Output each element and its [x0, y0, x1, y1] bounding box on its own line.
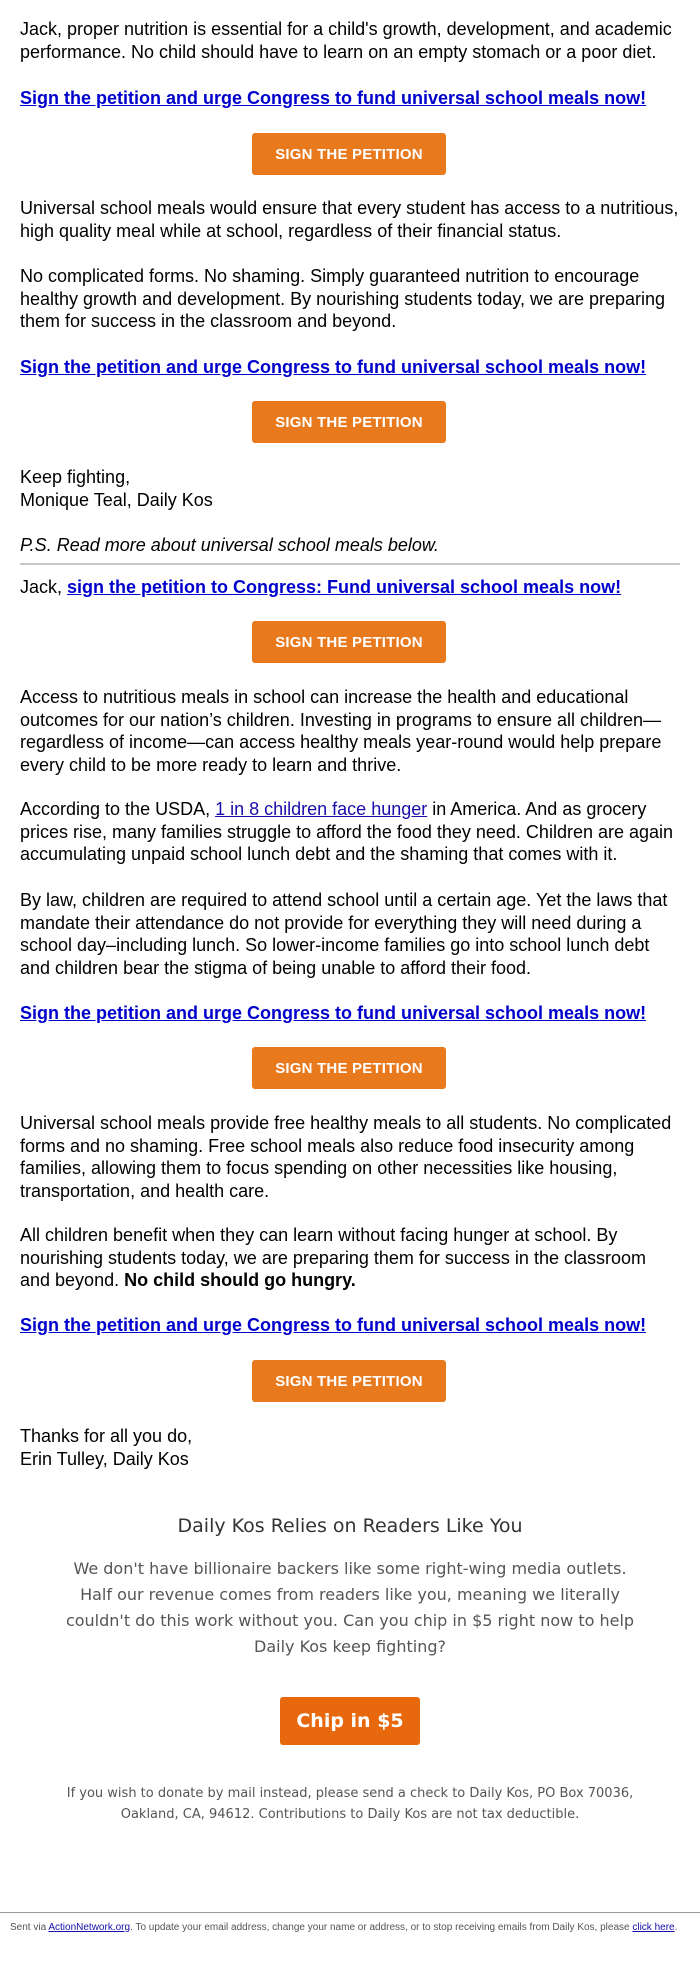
chip-in-button[interactable]: Chip in $5 — [280, 1697, 420, 1745]
donate-body: We don't have billionaire backers like some right-wing media outlets. Half our revenue comes from readers like you, meaning we literally couldn't do this work without you. Can you chip in $5 right now to help Daily Kos keep fighting? — [65, 1559, 635, 1656]
mail-donation-note: If you wish to donate by mail instead, please send a check to Daily Kos, PO Box 70036, Oakland, CA, 94612. Contributions to Daily Kos are not tax deductible. — [66, 1786, 634, 1822]
ps-text: P.S. Read more about universal school meals below. — [20, 535, 439, 555]
no-forms-paragraph: No complicated forms. No shaming. Simply guaranteed nutrition to encourage healthy growth and development. By nourishing students today, we are preparing them for success in the classroom and beyond. — [20, 266, 666, 331]
section-divider — [20, 563, 680, 565]
footer-note — [10, 1920, 690, 1935]
cta-paragraph-1 — [20, 87, 680, 110]
sign-petition-button-1[interactable]: SIGN THE PETITION — [252, 133, 446, 175]
second-greeting-prefix: Jack, — [20, 577, 68, 597]
petition-link-3[interactable]: sign the petition to Congress: Fund universal school meals now! — [67, 577, 622, 597]
footer-divider — [0, 1912, 700, 1913]
cta-paragraph-3 — [20, 1002, 680, 1025]
cta-paragraph-2 — [20, 356, 680, 379]
unsubscribe-link[interactable]: click here — [632, 1922, 675, 1933]
footer-prefix: Sent via — [10, 1922, 49, 1933]
signoff-2 — [20, 1425, 680, 1470]
signoff-1-line1: Keep fighting, — [20, 467, 131, 487]
signoff-1-line2: Monique Teal, Daily Kos — [20, 489, 213, 510]
signoff-1 — [20, 466, 680, 511]
universal-meals-paragraph: Universal school meals would ensure that every student has access to a nutritious, high quality meal while at school, regardless of their financial status. — [20, 198, 679, 241]
no-child-hungry-bold: No child should go hungry. — [124, 1270, 356, 1290]
sign-petition-button-4[interactable]: SIGN THE PETITION — [252, 1047, 446, 1089]
intro-paragraph: Jack, proper nutrition is essential for a child's growth, development, and academic performance. No child should have to learn on an empty stomach or a poor diet. — [20, 19, 672, 62]
all-children-text: All children benefit when they can learn without facing hunger at school. By nourishing students today, we are preparing them for success in the classroom and beyond. — [20, 1225, 646, 1290]
sign-petition-button-2[interactable]: SIGN THE PETITION — [252, 401, 446, 443]
usda-hunger-link[interactable]: 1 in 8 children face hunger — [215, 799, 428, 819]
free-meals-paragraph: Universal school meals provide free healthy meals to all students. No complicated forms and no shaming. Free school meals also reduce food insecurity among families, allowing them to focus spending on other necessities like housing, transportation, and health care. — [20, 1113, 672, 1201]
usda-prefix: According to the USDA, — [20, 799, 216, 819]
petition-link-1[interactable]: Sign the petition and urge Congress to fund universal school meals now! — [20, 88, 647, 108]
signoff-2-line2: Erin Tulley, Daily Kos — [20, 1448, 189, 1469]
law-paragraph: By law, children are required to attend school until a certain age. Yet the laws that mandate their attendance do not provide for everything they will need during a school day–including lunch. So lower-income families go into school lunch debt and children bear the stigma of being unable to afford their food. — [20, 890, 668, 978]
signoff-2-line1: Thanks for all you do, — [20, 1426, 193, 1446]
actionnetwork-link[interactable]: ActionNetwork.org — [48, 1922, 131, 1933]
footer-middle: . To update your email address, change your name or address, or to stop receiving emails from Daily Kos, please — [130, 1922, 633, 1933]
petition-link-5[interactable]: Sign the petition and urge Congress to fund universal school meals now! — [20, 1315, 647, 1335]
second-greeting — [20, 576, 680, 599]
all-children-paragraph — [20, 1224, 680, 1292]
cta-paragraph-4 — [20, 1314, 680, 1337]
petition-link-4[interactable]: Sign the petition and urge Congress to fund universal school meals now! — [20, 1003, 647, 1023]
donate-title: Daily Kos Relies on Readers Like You — [177, 1515, 523, 1537]
petition-link-2[interactable]: Sign the petition and urge Congress to fund universal school meals now! — [20, 357, 647, 377]
footer-end: . — [674, 1922, 678, 1933]
sign-petition-button-3[interactable]: SIGN THE PETITION — [252, 621, 446, 663]
usda-paragraph — [20, 798, 680, 866]
usda-suffix: in America. And as grocery prices rise, many families struggle to afford the food they need. Children are again accumulating unpaid school lunch debt and the shaming that comes with it. — [20, 799, 674, 864]
access-paragraph: Access to nutritious meals in school can increase the health and educational outcomes for our nation’s children. Investing in programs to ensure all children—regardless of income—can access healthy meals year-round would help prepare every child to be more ready to learn and thrive. — [20, 687, 662, 775]
sign-petition-button-5[interactable]: SIGN THE PETITION — [252, 1360, 446, 1402]
